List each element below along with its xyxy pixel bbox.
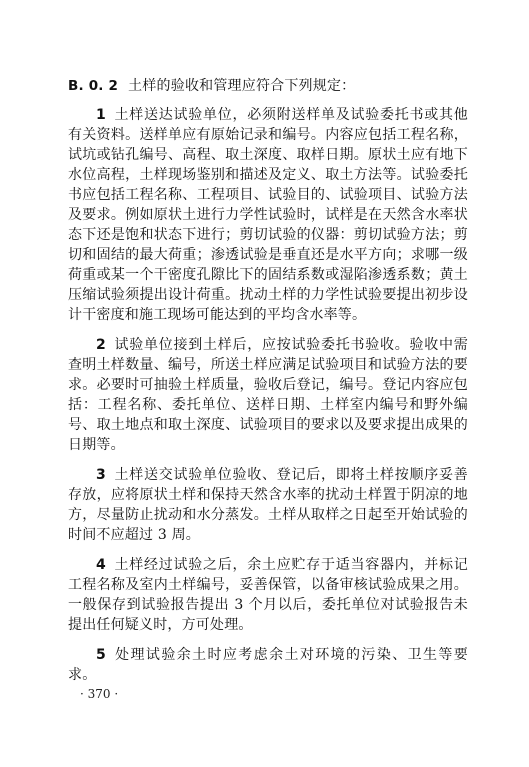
page-number: · 370 · (80, 687, 119, 701)
item-number: 2 (96, 337, 106, 353)
item-text: 土样经过试验之后，余土应贮存于适当容器内，并标记工程名称及室内土样编号，妥善保管，以备审核试验成果之用。一般保存到试验报告提出 3 个月以后，委托单位对试验报告未提出任何疑义时，方可处理。 (68, 557, 468, 633)
item-text: 处理试验余土时应考虑余土对环境的污染、卫生等要求。 (68, 647, 468, 683)
item-number: 3 (96, 467, 106, 483)
item-text: 试验单位接到土样后，应按试验委托书验收。验收中需查明土样数量、编号，所送土样应满足试验项目和试验方法的要求。必要时可抽验土样质量，验收后登记，编号。登记内容应包括：工程名称、委托单位、送样日期、土样室内编号和野外编号、取土地点和取土深度、试验项目的要求以及要求提出成果的日期等。 (68, 337, 468, 453)
list-item-2 (68, 335, 468, 455)
clause-title: 土样的验收和管理应符合下列规定： (128, 78, 356, 94)
item-number: 1 (96, 107, 106, 123)
list-item-4 (68, 555, 468, 635)
item-text: 土样送达试验单位，必须附送样单及试验委托书或其他有关资料。送样单应有原始记录和编号。内容应包括工程名称，试坑或钻孔编号、高程、取土深度、取样日期。原状土应有地下水位高程，土样现场鉴别和描述及定义、取土方法等。试验委托书应包括工程名称、工程项目、试验目的、试验项目、试验方法及要求。例如原状土进行力学性试验时，试样是在天然含水率状态下还是饱和状态下进行；剪切试验的仪器：剪切试验方法；剪切和固结的最大荷重；渗透试验是垂直还是水平方向；求哪一级荷重或某一个干密度孔隙比下的固结系数或湿陷渗透系数；黄土压缩试验须提出设计荷重。扰动土样的力学性试验要提出初步设计干密度和施工现场可能达到的平均含水率等。 (68, 107, 468, 323)
list-item-5 (68, 645, 468, 685)
clause-number: B. 0. 2 (68, 78, 119, 94)
item-text: 土样送交试验单位验收、登记后，即将土样按顺序妥善存放，应将原状土样和保持天然含水率的扰动土样置于阴凉的地方，尽量防止扰动和水分蒸发。土样从取样之日起至开始试验的时间不应超过 3 周。 (68, 467, 468, 543)
main-content (68, 76, 468, 695)
clause-heading (68, 76, 468, 96)
list-item-3 (68, 465, 468, 545)
item-number: 5 (96, 647, 106, 663)
list-item-1 (68, 105, 468, 325)
item-number: 4 (96, 557, 106, 573)
